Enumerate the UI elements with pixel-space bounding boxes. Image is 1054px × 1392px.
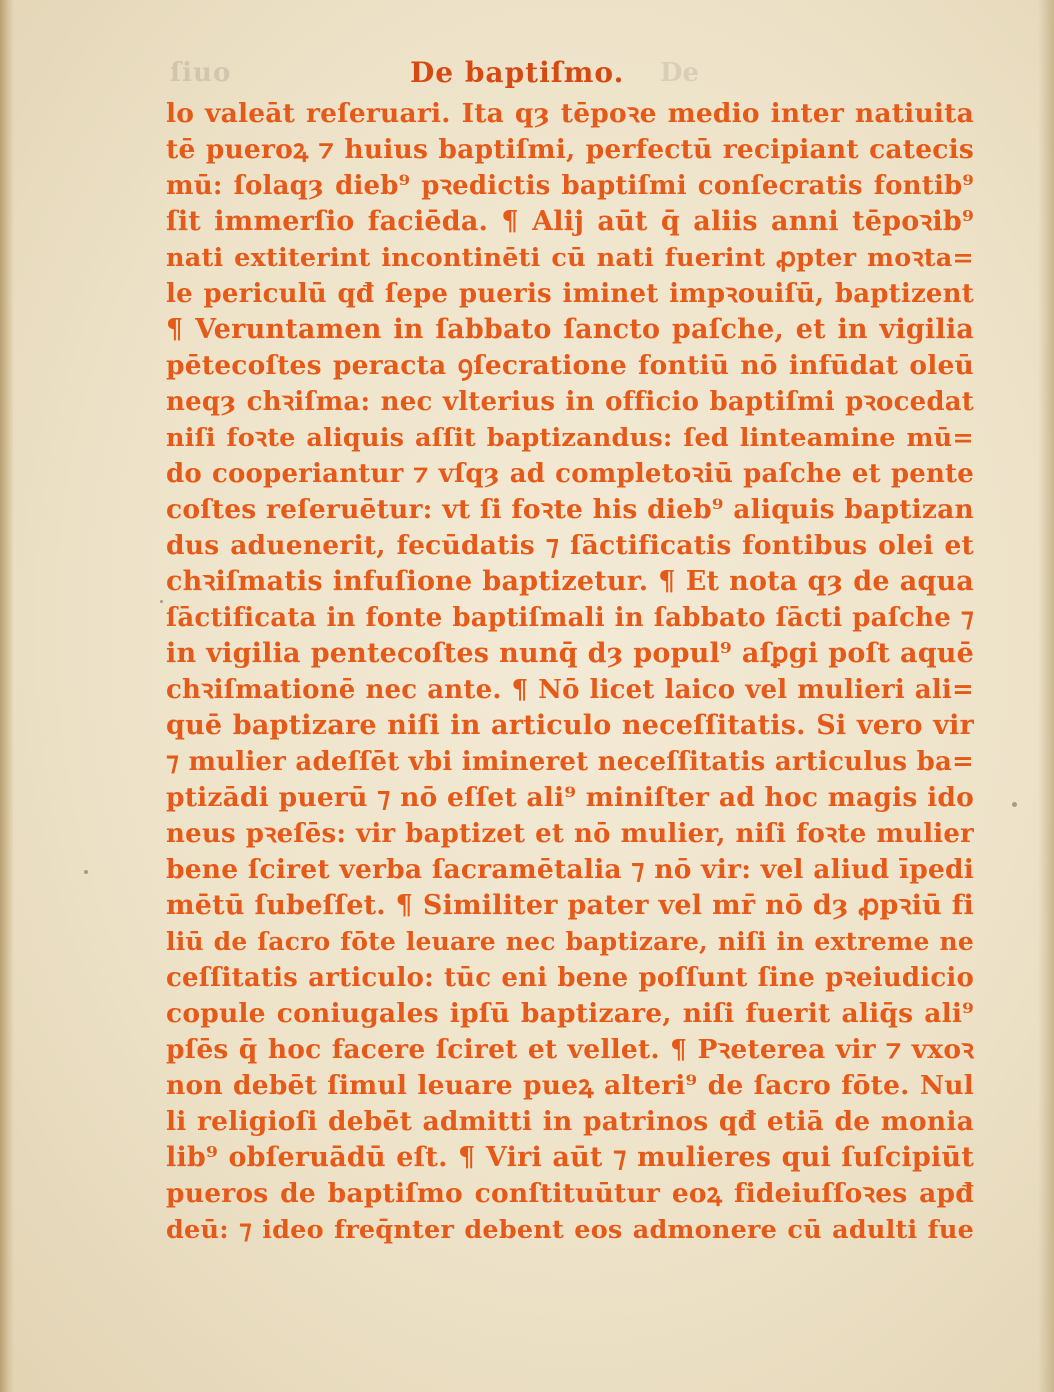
- text-line: in vigilia pentecoſtes nunq̄ dȝ popul⁹ aſꝑgi poſt aquē: [166, 638, 974, 669]
- text-line: copule coniugales ipſū baptizare, niſi fuerit aliq̄s ali⁹: [166, 998, 974, 1029]
- bleed-through-text-right: De: [660, 58, 700, 88]
- text-line: dus aduenerit, fecūdatis ⁊ ſāctificatis fontibus olei et: [166, 530, 974, 561]
- running-head: De baptiſmo.: [410, 56, 625, 89]
- page-gutter-edge: [0, 0, 14, 1392]
- text-line: ⁊ mulier adeſſēt vbi imineret neceſſitatis articulus ba=: [166, 747, 974, 777]
- text-line: non debēt ſimul leuare pueꝝ alteri⁹ de ſacro fōte. Nul: [166, 1070, 974, 1101]
- text-line: pētecoſtes peracta ꝯſecratione fontiū nō infūdat oleū: [166, 350, 974, 381]
- text-line: lib⁹ obſeruādū eſt. ¶ Viri aūt ⁊ mulieres qui ſuſcipiūt: [166, 1142, 974, 1173]
- text-line: neqȝ chꝛiſma: nec vlterius in officio baptiſmi pꝛocedat: [166, 387, 974, 417]
- text-line: le periculū qđ ſepe pueris iminet impꝛouiſū, baptizent: [166, 279, 974, 309]
- text-line: chꝛiſmatis infuſione baptizetur. ¶ Et nota qȝ de aqua: [166, 566, 974, 597]
- text-line: do cooperiantur ⁊ vſqȝ ad completoꝛiū paſche et pente: [166, 459, 974, 489]
- text-line: coſtes reſeruētur: vt ſi foꝛte his dieb⁹ aliquis baptizan: [166, 494, 974, 525]
- text-line: ptizādi puerū ⁊ nō eſſet ali⁹ miniſter ad hoc magis ido: [166, 782, 974, 813]
- text-line: ¶ Veruntamen in ſabbato ſancto paſche, et in vigilia: [166, 314, 974, 345]
- text-line: liū de ſacro fōte leuare nec baptizare, niſi in extreme ne: [166, 927, 974, 956]
- text-line: tē pueroꝝ ⁊ huius baptiſmi, perfectū recipiant catecis: [166, 134, 974, 165]
- bleed-through-text-left: ſiuo: [170, 58, 232, 88]
- body-text: [166, 96, 974, 1248]
- text-line: pſēs q̄ hoc facere ſciret et vellet. ¶ Pꝛeterea vir ⁊ vxoꝛ: [166, 1034, 974, 1065]
- ink-spot: [1012, 802, 1017, 807]
- text-line: deū: ⁊ ideo freq̄nter debent eos admonere cū adulti fue: [166, 1215, 974, 1245]
- ink-spot: [160, 600, 163, 603]
- text-line: niſi foꝛte aliquis aſſit baptizandus: ſed linteamine mū=: [166, 423, 974, 453]
- text-line: bene ſciret verba ſacramētalia ⁊ nō vir: vel aliud īpedi: [166, 854, 974, 885]
- text-line: chꝛiſmationē nec ante. ¶ Nō licet laico vel mulieri ali=: [166, 675, 974, 705]
- text-line: quē baptizare niſi in articulo neceſſitatis. Si vero vir: [166, 710, 974, 741]
- text-line: mētū ſubeſſet. ¶ Similiter pater vel mr̄ nō dȝ ꝓpꝛiū fi: [166, 890, 974, 921]
- text-line: ceſſitatis articulo: tūc eni bene poſſunt ſine pꝛeiudicio: [166, 963, 974, 993]
- text-line: nati extiterint incontinēti cū nati fuerint ꝓpter moꝛta=: [166, 243, 974, 273]
- text-line: mū: ſolaqȝ dieb⁹ pꝛedictis baptiſmi conſecratis fontib⁹: [166, 171, 974, 201]
- text-line: pueros de baptiſmo conſtituūtur eoꝝ fideiuſſoꝛes apđ: [166, 1178, 974, 1209]
- page-outer-edge: [1038, 0, 1054, 1392]
- text-line: ſit immerſio faciēda. ¶ Alij aūt q̄ aliis anni tēpoꝛib⁹: [166, 206, 974, 237]
- text-line: lo valeāt reſeruari. Ita qȝ tēpoꝛe medio inter natiuita: [166, 98, 974, 129]
- text-line: li religioſi debēt admitti in patrinos qđ etiā de monia: [166, 1106, 974, 1137]
- text-line: ſāctificata in fonte baptiſmali in ſabbato ſācti paſche ⁊: [166, 603, 974, 633]
- ink-spot: [84, 870, 88, 874]
- text-line: neus pꝛeſēs: vir baptizet et nō mulier, niſi foꝛte mulier: [166, 819, 974, 849]
